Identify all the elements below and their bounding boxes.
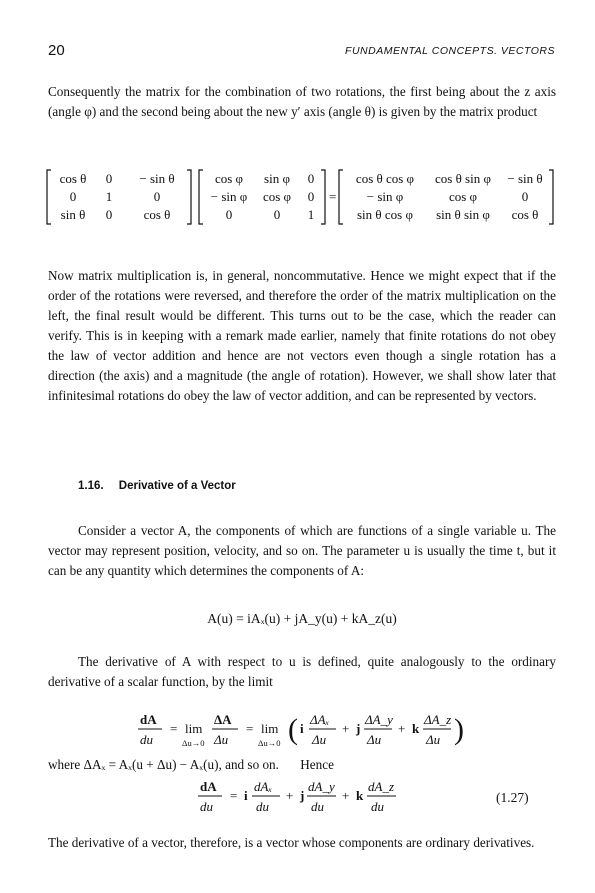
matrix-cell: cos φ bbox=[448, 189, 478, 204]
matrix-cell: sin φ bbox=[264, 171, 290, 186]
i-numerator: ΔAₓ bbox=[310, 712, 330, 727]
closing-paragraph: The derivative of a vector, therefore, is a vector whose components are ordinary derivatives. bbox=[48, 835, 535, 850]
svg-text:): ) bbox=[454, 713, 464, 746]
matrix-cell: − sin θ bbox=[139, 171, 175, 186]
lhs-denominator: du bbox=[200, 799, 213, 814]
svg-text:(: ( bbox=[288, 713, 298, 746]
svg-text:Δu: Δu bbox=[312, 732, 327, 747]
matrix-cell: 0 bbox=[105, 207, 113, 222]
lim-subscript: Δu→0 bbox=[182, 738, 205, 748]
svg-text:=: = bbox=[170, 721, 178, 736]
bracket-close bbox=[321, 170, 325, 224]
hence-word: Hence bbox=[300, 757, 334, 772]
matrix-cell: 0 bbox=[307, 189, 315, 204]
matrix-cell: cos φ bbox=[262, 189, 292, 204]
matrix-cell: 0 bbox=[69, 189, 77, 204]
svg-text:Δu: Δu bbox=[426, 732, 441, 747]
equation-number: (1.27) bbox=[496, 790, 529, 805]
result-matrix bbox=[356, 171, 543, 222]
frac1-denominator: Δu bbox=[214, 732, 229, 747]
matrix-cell: 1 bbox=[307, 207, 315, 222]
svg-text:+: + bbox=[342, 788, 350, 803]
matrix-cell: cos θ cos φ bbox=[355, 171, 415, 186]
svg-text:k: k bbox=[356, 788, 364, 803]
matrix-cell: − sin θ bbox=[507, 171, 543, 186]
matrix-cell: 1 bbox=[105, 189, 113, 204]
svg-text:j: j bbox=[356, 721, 361, 736]
matrix-cell: cos θ bbox=[143, 207, 171, 222]
j-numerator: ΔA_y bbox=[365, 712, 393, 727]
svg-text:i: i bbox=[244, 788, 248, 803]
k-numerator: dA_z bbox=[368, 779, 394, 794]
running-title: FUNDAMENTAL CONCEPTS. VECTORS bbox=[345, 45, 555, 57]
page-number: 20 bbox=[48, 42, 65, 59]
matrix-cell: sin θ cos φ bbox=[357, 207, 413, 222]
svg-text:Δu: Δu bbox=[367, 732, 382, 747]
matrix-cell: cos φ bbox=[214, 171, 244, 186]
page-header bbox=[48, 42, 555, 62]
svg-text:du: du bbox=[311, 799, 324, 814]
section-number: 1.16. bbox=[78, 480, 104, 492]
svg-text:du: du bbox=[256, 799, 269, 814]
matrix-cell: cos θ bbox=[59, 171, 87, 186]
svg-text:k: k bbox=[412, 721, 420, 736]
matrix-cell: − sin φ bbox=[366, 189, 404, 204]
matrix-cell: sin θ sin φ bbox=[436, 207, 490, 222]
bracket-close bbox=[187, 170, 191, 224]
intro-paragraph: Consequently the matrix for the combination of two rotations, the first being about the z axis (angle φ) and the second being about the new y′ axis (angle θ) is given by the matrix product bbox=[48, 84, 556, 119]
svg-text:=: = bbox=[230, 788, 238, 803]
matrix-cell: cos θ bbox=[511, 207, 539, 222]
svg-text:du: du bbox=[371, 799, 384, 814]
matrix-cell: 0 bbox=[225, 207, 233, 222]
svg-text:+: + bbox=[398, 721, 406, 736]
bracket-open bbox=[339, 170, 343, 224]
left-matrix bbox=[60, 171, 175, 222]
svg-text:i: i bbox=[300, 721, 304, 736]
lhs-numerator: dA bbox=[140, 712, 157, 727]
frac1-numerator: ΔA bbox=[214, 712, 232, 727]
section-title: Derivative of a Vector bbox=[118, 480, 236, 492]
matrix-cell: 0 bbox=[273, 207, 281, 222]
section-heading bbox=[78, 480, 236, 492]
svg-text:Δu→0: Δu→0 bbox=[258, 738, 281, 748]
matrix-cell: − sin φ bbox=[210, 189, 248, 204]
svg-text:+: + bbox=[342, 721, 350, 736]
noncommutative-paragraph: Now matrix multiplication is, in general, noncommutative. Hence we might expect that if the order of the rotations were reversed, and therefore the order of the matrix multiplication on the left, the final result would be different. This turns out to be the case, which the reader can verify. This is in keeping with a remark made earlier, namely that finite rotations do not obey the law of vector addition and hence are not vectors even though a single rotation has a direction (the axis) and a magnitude (the angle of rotation). However, we shall show later that infinitesimal rotations do obey the law of vector addition, and can be represented by vectors. bbox=[48, 268, 556, 403]
matrix-cell: sin θ bbox=[60, 207, 86, 222]
lim-word: lim bbox=[185, 721, 203, 736]
j-numerator: dA_y bbox=[308, 779, 335, 794]
svg-text:=: = bbox=[246, 721, 254, 736]
middle-matrix bbox=[211, 171, 315, 222]
matrix-cell: 0 bbox=[153, 189, 161, 204]
svg-text:lim: lim bbox=[261, 721, 279, 736]
lhs-denominator: du bbox=[140, 732, 153, 747]
derivative-paragraph: The derivative of A with respect to u is defined, quite analogously to the ordinary derivative of a scalar function, by the limit bbox=[48, 654, 556, 689]
bracket-close bbox=[549, 170, 553, 224]
component-equation: A(u) = iAₓ(u) + jA_y(u) + kA_z(u) bbox=[207, 611, 397, 626]
i-numerator: dAₓ bbox=[254, 779, 273, 794]
lhs-numerator: dA bbox=[200, 779, 217, 794]
svg-text:+: + bbox=[286, 788, 294, 803]
limit-equation bbox=[130, 708, 490, 756]
svg-text:j: j bbox=[300, 788, 305, 803]
equals-sign: = bbox=[329, 189, 337, 204]
bracket-open bbox=[199, 170, 203, 224]
where-line bbox=[48, 757, 334, 773]
bracket-open bbox=[47, 170, 51, 224]
k-numerator: ΔA_z bbox=[424, 712, 452, 727]
matrix-cell: 0 bbox=[521, 189, 529, 204]
consider-paragraph: Consider a vector A, the components of which are functions of a single variable u. The vector may represent position, velocity, and so on. The parameter u is usually the time t, but it can be any quantity which determines the components of A: bbox=[48, 523, 556, 578]
matrix-cell: 0 bbox=[105, 171, 113, 186]
derivative-equation bbox=[190, 776, 430, 820]
where-text: where ΔAₓ = Aₓ(u + Δu) − Aₓ(u), and so on. bbox=[48, 757, 279, 772]
matrix-cell: 0 bbox=[307, 171, 315, 186]
matrix-cell: cos θ sin φ bbox=[435, 171, 491, 186]
matrix-product-equation bbox=[45, 168, 565, 226]
